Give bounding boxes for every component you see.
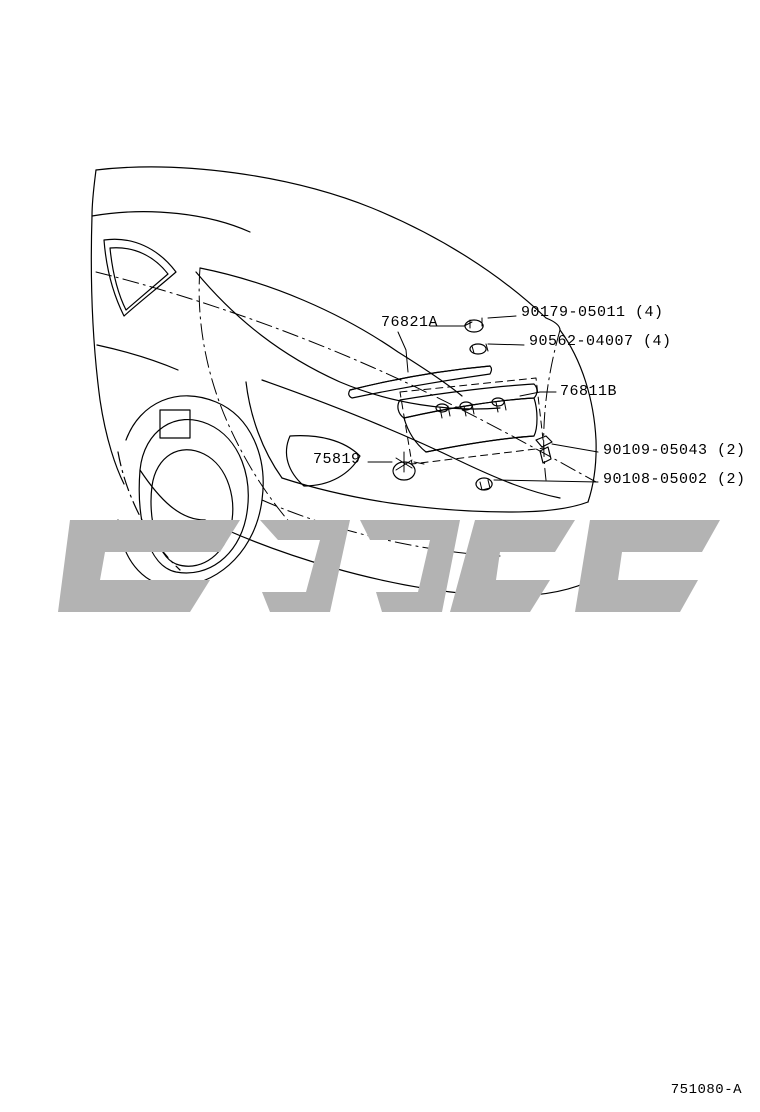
callout-90108-05002: 90108-05002 (2) — [603, 471, 746, 488]
callout-75819: 75819 — [313, 451, 361, 468]
callout-90179-05011: 90179-05011 (4) — [521, 304, 664, 321]
callout-76811b: 76811B — [560, 383, 618, 400]
figure-code: 751080-A — [670, 1082, 742, 1098]
callout-90109-05043: 90109-05043 (2) — [603, 442, 746, 459]
callout-90562-04007: 90562-04007 (4) — [529, 333, 672, 350]
callout-76821a: 76821A — [381, 314, 439, 331]
